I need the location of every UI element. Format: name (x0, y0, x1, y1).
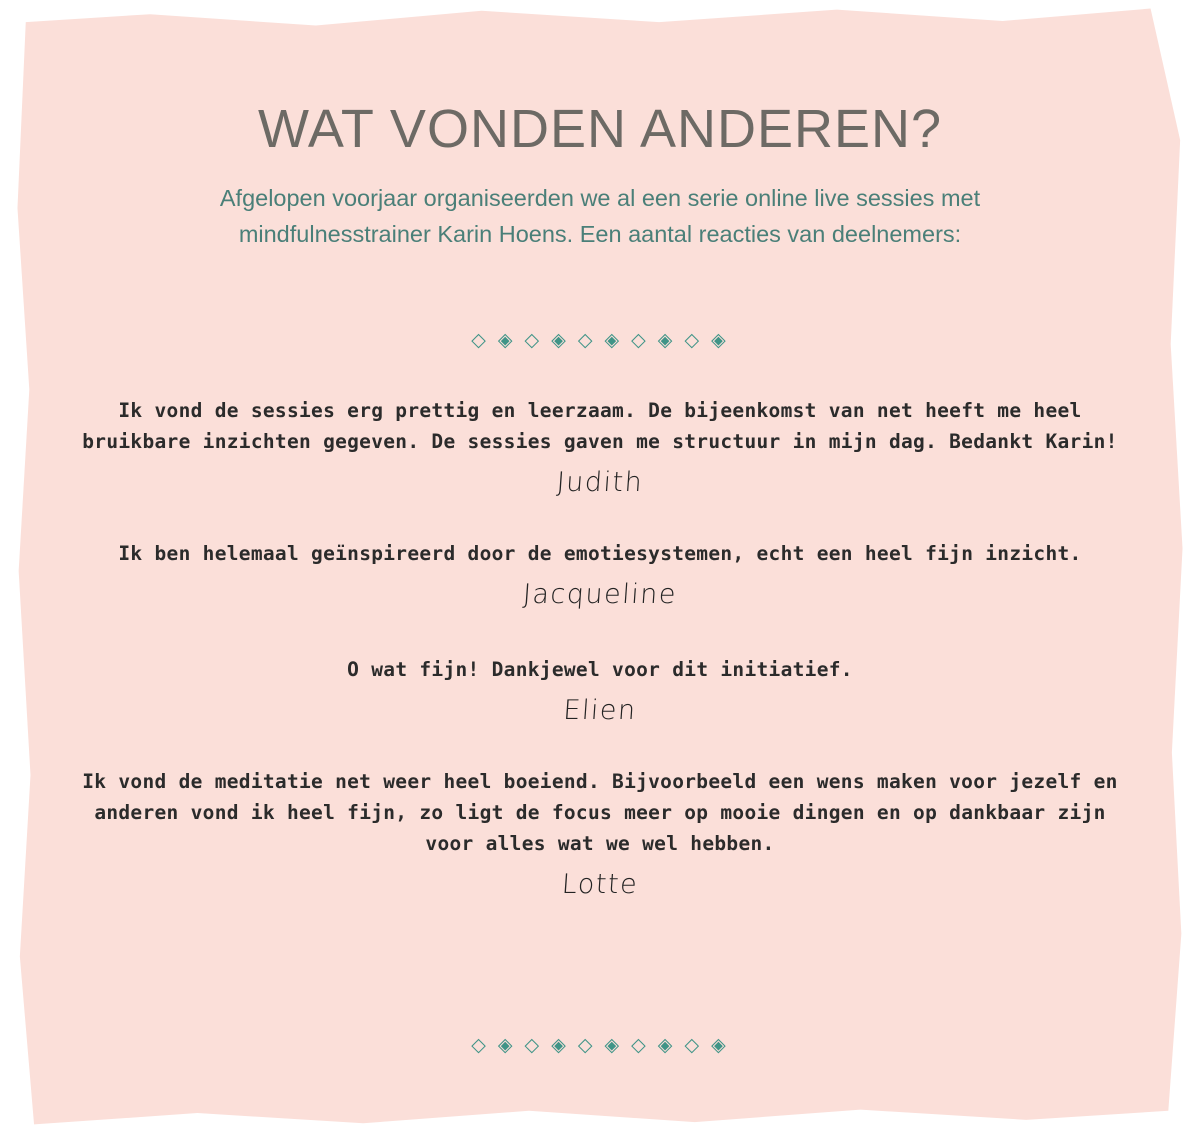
testimonial-author: Jacqueline (521, 579, 679, 610)
divider-ornament-top: ◇ ◈ ◇ ◈ ◇ ◈ ◇ ◈ ◇ ◈ (471, 329, 729, 351)
page-title: WAT VONDEN ANDEREN? (257, 99, 943, 159)
list-item (80, 766, 1120, 900)
list-item (80, 538, 1120, 610)
intro-paragraph: Afgelopen voorjaar organiseerden we al een serie online live sessies met mindfulnesstrainer Karin Hoens. Een aantal reacties van deelnemers: (219, 185, 981, 247)
divider-ornament-bottom: ◇ ◈ ◇ ◈ ◇ ◈ ◇ ◈ ◇ ◈ (471, 1034, 729, 1056)
list-item (80, 395, 1120, 498)
testimonial-text: Ik ben helemaal geïnspireerd door de emotiesystemen, echt een heel fijn inzicht. (118, 542, 1082, 565)
testimonial-text: Ik vond de meditatie net weer heel boeiend. Bijvoorbeeld een wens maken voor jezelf en anderen vond ik heel fijn, zo ligt de focus meer op mooie dingen en op dankbaar zijn voor alles wat we wel hebben. (82, 770, 1118, 855)
testimonial-author: Lotte (560, 869, 640, 900)
testimonial-text: Ik vond de sessies erg prettig en leerzaam. De bijeenkomst van net heeft me heel bruikbare inzichten gegeven. De sessies gaven me structuur in mijn dag. Bedankt Karin! (82, 399, 1118, 453)
testimonial-text: O wat fijn! Dankjewel voor dit initiatief. (347, 658, 853, 681)
testimonial-author: Judith (555, 467, 645, 498)
testimonial-list (80, 395, 1120, 900)
testimonial-author: Elien (562, 695, 638, 726)
list-item (80, 654, 1120, 726)
